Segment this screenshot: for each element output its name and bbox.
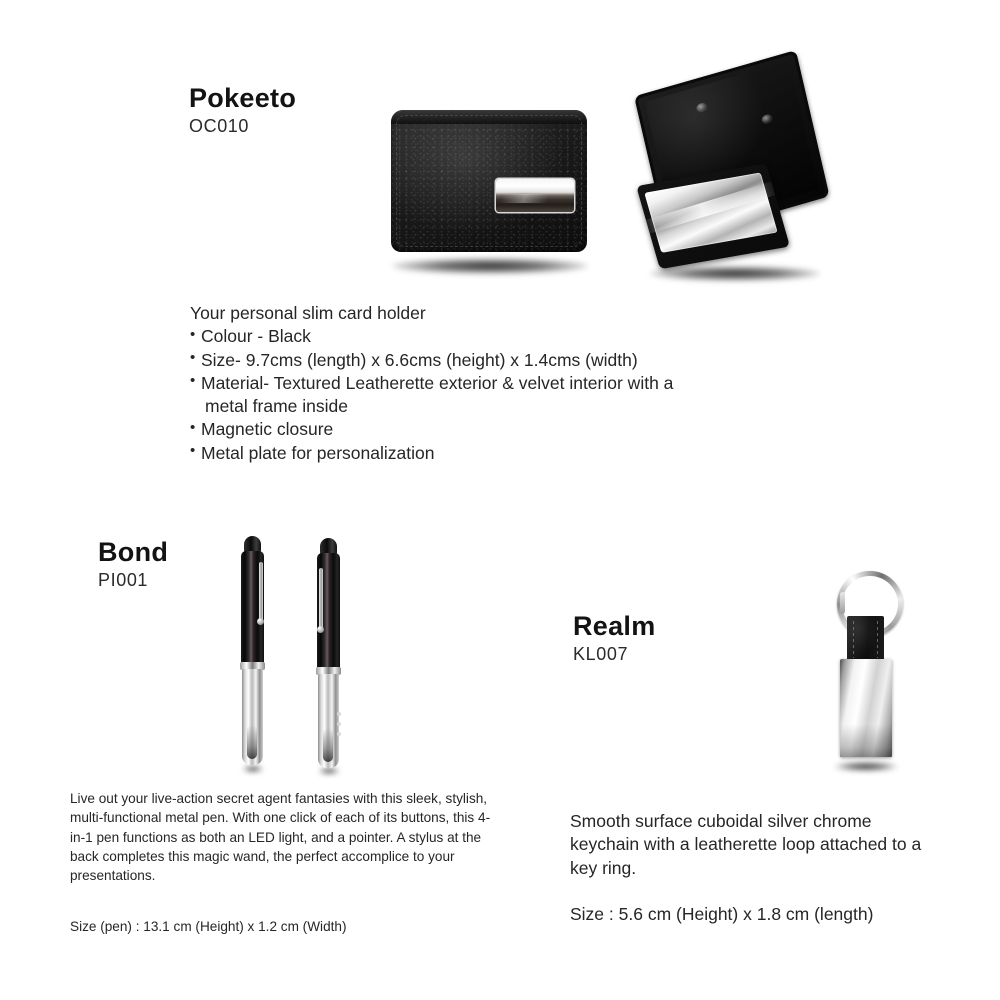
metal-personalization-plate: [496, 179, 574, 212]
product-image-card-holder-closed: [391, 110, 587, 252]
product-description-bond: Live out your live-action secret agent fantasies with this sleek, stylish, multi-functional metal pen. With one click of each of its buttons, this 4-in-1 pen functions as both an LED light, and a pointer. A stylus at the back completes this magic wand, the perfect accomplice to your presentations.: [70, 791, 491, 884]
chrome-plate: [840, 659, 892, 757]
magnet-dot: [696, 102, 709, 114]
magnet-dot: [761, 113, 774, 125]
pen-clip: [259, 562, 263, 622]
product-size-bond: Size (pen) : 13.1 cm (Height) x 1.2 cm (Width): [70, 919, 347, 934]
pen-button: [337, 712, 341, 716]
pen-clip-ball: [257, 618, 264, 625]
description-lede: Your personal slim card holder: [190, 303, 426, 323]
product-title: Bond: [98, 537, 169, 567]
product-size-realm: Size : 5.6 cm (Height) x 1.8 cm (length): [570, 904, 874, 924]
pen-clip: [319, 568, 323, 630]
shadow-card-holder-closed: [392, 258, 588, 274]
pen-clip-ball: [317, 626, 324, 633]
shadow-pen-right: [319, 768, 339, 774]
pen-button: [337, 732, 341, 736]
pen-button: [337, 722, 341, 726]
product-title: Realm: [573, 611, 656, 641]
product-title: Pokeeto: [189, 83, 297, 113]
product-code: PI001: [98, 570, 149, 591]
feature-list: [190, 325, 673, 465]
product-image-keychain: [820, 571, 910, 776]
pen-lower-barrel: [318, 674, 339, 768]
feature-item: • Size- 9.7cms (length) x 6.6cms (height) x 1.4cms (width): [190, 349, 673, 372]
product-description-realm: Smooth surface cuboidal silver chrome keychain with a leatherette loop attached to a key ring.: [570, 811, 922, 878]
feature-item: • Colour - Black: [190, 325, 673, 348]
stitching: [877, 621, 878, 658]
product-heading-pokeeto: [189, 84, 296, 138]
feature-item: • Material- Textured Leatherette exterior & velvet interior with a: [190, 372, 673, 395]
pen-lower-barrel: [242, 669, 263, 765]
product-image-card-holder-open: [618, 53, 845, 277]
feature-item: • Magnetic closure: [190, 418, 673, 441]
leatherette-loop: [847, 616, 884, 664]
product-code: KL007: [573, 644, 629, 665]
shadow-pen-left: [243, 766, 263, 772]
product-heading-realm: [573, 612, 656, 666]
product-heading-bond: [98, 538, 168, 592]
feature-item: • Metal plate for personalization: [190, 442, 673, 465]
product-code: OC010: [189, 116, 250, 137]
stitching: [853, 621, 854, 658]
product-description-pokeeto: [190, 302, 673, 465]
chrome-front-face: [644, 172, 777, 252]
feature-item-continuation: metal frame inside: [205, 396, 348, 417]
